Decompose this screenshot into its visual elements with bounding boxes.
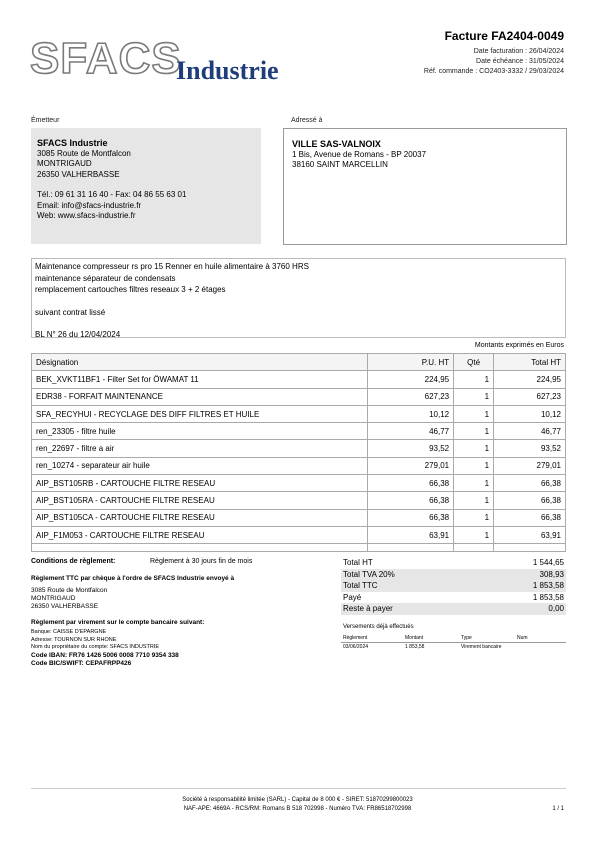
row-quantity: 1: [454, 457, 494, 474]
emitter-label: Émetteur: [31, 117, 60, 124]
invoice-title: Facture FA2404-0049: [444, 29, 564, 43]
cheque-address-1: 3085 Route de Montfalcon: [31, 587, 108, 594]
invoice-due-date: Date échéance : 31/05/2024: [476, 58, 564, 65]
totals-table: [341, 557, 566, 615]
description-line: Maintenance compresseur rs pro 15 Renner en huile alimentaire à 3760 HRS: [35, 262, 309, 271]
remaining-row: [341, 603, 566, 615]
emitter-email: Email: info@sfacs-industrie.fr: [37, 200, 142, 210]
invoice-date: Date facturation : 26/04/2024: [473, 48, 564, 55]
logo-suffix: Industrie: [176, 56, 279, 85]
emitter-name: SFACS Industrie: [37, 138, 108, 148]
payments-title: Versements déjà effectués: [343, 624, 414, 630]
table-row: [32, 457, 566, 474]
row-designation: SFA_RECYHUI - RECYCLAGE DES DIFF FILTRES ET HUILE: [32, 405, 368, 422]
row-total: 224,95: [494, 371, 566, 388]
row-total: 279,01: [494, 457, 566, 474]
row-designation: AIP_BST105RB - CARTOUCHE FILTRE RESEAU: [32, 475, 368, 492]
row-designation: ren_22697 - filtre a air: [32, 440, 368, 457]
bank-title: Règlement par virement sur le compte bancaire suivant:: [31, 619, 205, 626]
payments-header-row: [341, 634, 566, 643]
footer-legal-2: NAF-APE: 4669A - RCS/RM: Romans B 518 702998 - Numéro TVA: FR86518702998: [183, 806, 412, 812]
row-designation: AIP_BST105RA - CARTOUCHE FILTRE RESEAU: [32, 492, 368, 509]
total-ht-label: Total HT: [343, 558, 373, 568]
bank-section: [31, 619, 331, 668]
total-tva-label: Total TVA 20%: [341, 569, 479, 581]
payment-date: 03/06/2024: [343, 643, 369, 650]
paid-value: 1 853,58: [532, 592, 564, 602]
paid-label: Payé: [343, 592, 362, 602]
description-line: remplacement cartouches filtres reseaux 3 + 2 étages: [35, 285, 226, 294]
remaining-label: Reste à payer: [341, 603, 479, 615]
order-reference: Réf. commande : CO2403-3332 / 29/03/2024: [423, 68, 564, 75]
emitter-phone: Tél.: 09 61 31 16 40 - Fax: 04 86 55 63 01: [37, 190, 187, 199]
table-row: [32, 371, 566, 388]
row-quantity: 1: [454, 440, 494, 457]
description-line: suivant contrat lissé: [35, 307, 106, 317]
recipient-name: VILLE SAS-VALNOIX: [292, 139, 381, 149]
bank-name: Banque: CAISSE D'EPARGNE: [31, 629, 107, 635]
payments-header-type: Type: [459, 634, 515, 643]
row-designation: ren_10274 - separateur air huile: [32, 457, 368, 474]
table-row: [32, 440, 566, 457]
total-ttc-value: 1 853,58: [479, 580, 566, 592]
description-line: maintenance séparateur de condensats: [35, 273, 176, 283]
emitter-address-3: 26350 VALHERBASSE: [37, 169, 120, 179]
payments-header-amount: Montant: [403, 634, 459, 643]
cheque-address-3: 26350 VALHERBASSE: [31, 603, 99, 610]
bank-iban: Code IBAN: FR76 1426 5006 0008 7710 9354 338: [31, 651, 179, 659]
table-row: [32, 492, 566, 509]
delivery-note: BL N° 26 du 12/04/2024: [35, 330, 121, 339]
recipient-label: Adressé à: [291, 117, 323, 124]
row-designation: AIP_BST105CA - CARTOUCHE FILTRE RESEAU: [32, 509, 368, 526]
row-total: 66,38: [494, 509, 566, 526]
payment-amount: 1 853,58: [405, 643, 425, 650]
row-unit-price: 224,95: [368, 371, 454, 388]
payment-row: [341, 643, 566, 651]
recipient-address-2: 38160 SAINT MARCELLIN: [292, 160, 388, 169]
row-unit-price: 63,91: [368, 526, 454, 543]
total-ht-value: 1 544,65: [532, 558, 564, 568]
row-total: 627,23: [494, 388, 566, 405]
row-quantity: 1: [454, 371, 494, 388]
emitter-box: [31, 128, 261, 244]
total-tva-row: [341, 569, 566, 581]
total-tva-value: 308,93: [479, 569, 566, 581]
row-unit-price: 279,01: [368, 457, 454, 474]
row-designation: ren_23305 - filtre huile: [32, 423, 368, 440]
payments-header-num: Num: [515, 634, 566, 643]
footer-divider: [31, 788, 566, 789]
description-box: [31, 258, 566, 338]
row-unit-price: 627,23: [368, 388, 454, 405]
company-logo: [30, 30, 290, 90]
table-row: [32, 388, 566, 405]
row-quantity: 1: [454, 405, 494, 422]
total-ttc-row: [341, 580, 566, 592]
total-ttc-label: Total TTC: [341, 580, 479, 592]
header-unit-price: P.U. HT: [368, 354, 454, 371]
currency-note: Montants exprimés en Euros: [474, 342, 564, 349]
invoice-lines-table: [31, 353, 566, 552]
logo-brand: SFACS: [30, 34, 182, 83]
page-number: 1 / 1: [552, 806, 564, 812]
table-row: [32, 475, 566, 492]
row-total: 46,77: [494, 423, 566, 440]
bank-address: Adresse: TOURNON SUR RHONE: [31, 636, 117, 643]
emitter-website: Web: www.sfacs-industrie.fr: [37, 211, 136, 220]
cheque-section: [31, 575, 331, 611]
table-row: [32, 509, 566, 526]
recipient-box: [283, 128, 567, 245]
paid-row: [341, 592, 566, 604]
row-total: 66,38: [494, 475, 566, 492]
recipient-address-1: 1 Bis, Avenue de Romans - BP 20037: [292, 149, 427, 159]
header-quantity: Qté: [454, 354, 494, 371]
row-quantity: 1: [454, 475, 494, 492]
row-total: 93,52: [494, 440, 566, 457]
bank-holder: Nom du propriétaire du compte: SFACS INDUSTRIE: [31, 644, 160, 650]
row-unit-price: 46,77: [368, 423, 454, 440]
payment-type: Virement bancaire: [461, 643, 502, 650]
payment-num: [515, 643, 566, 651]
table-header-row: [32, 354, 566, 371]
cheque-title: Règlement TTC par chèque à l'ordre de SFACS Industrie envoyé à: [31, 575, 235, 582]
bank-bic: Code BIC/SWIFT: CEPAFRPP426: [31, 659, 132, 667]
row-unit-price: 66,38: [368, 475, 454, 492]
emitter-address-1: 3085 Route de Montfalcon: [37, 148, 131, 158]
row-unit-price: 10,12: [368, 405, 454, 422]
total-ht-row: [341, 557, 566, 569]
row-designation: AIP_F1M053 - CARTOUCHE FILTRE RESEAU: [32, 526, 368, 543]
payment-terms: [31, 558, 115, 566]
row-unit-price: 66,38: [368, 509, 454, 526]
cheque-address-2: MONTRIGAUD: [31, 595, 76, 602]
row-unit-price: 66,38: [368, 492, 454, 509]
emitter-address-2: MONTRIGAUD: [37, 159, 92, 168]
header-designation: Désignation: [32, 354, 368, 371]
row-quantity: 1: [454, 526, 494, 543]
table-blank-row: [32, 544, 566, 552]
row-unit-price: 93,52: [368, 440, 454, 457]
row-total: 10,12: [494, 405, 566, 422]
row-quantity: 1: [454, 388, 494, 405]
row-quantity: 1: [454, 423, 494, 440]
footer-legal-1: Société à responsabilité limitée (SARL) - Capital de 8 000 € - SIRET: 51870299800023: [182, 797, 413, 803]
row-total: 63,91: [494, 526, 566, 543]
table-row: [32, 526, 566, 543]
row-designation: EDR38 - FORFAIT MAINTENANCE: [32, 388, 368, 405]
payments-header-date: Règlement: [341, 634, 403, 643]
table-row: [32, 405, 566, 422]
remaining-value: 0,00: [479, 603, 566, 615]
payment-terms-value: Règlement à 30 jours fin de mois: [150, 558, 253, 565]
table-row: [32, 423, 566, 440]
payment-terms-label: Conditions de règlement:: [31, 558, 116, 565]
row-total: 66,38: [494, 492, 566, 509]
row-designation: BEK_XVKT11BF1 - Filter Set for ÖWAMAT 11: [32, 371, 368, 388]
row-quantity: 1: [454, 509, 494, 526]
row-quantity: 1: [454, 492, 494, 509]
payments-table: [341, 634, 566, 650]
header-total: Total HT: [494, 354, 566, 371]
